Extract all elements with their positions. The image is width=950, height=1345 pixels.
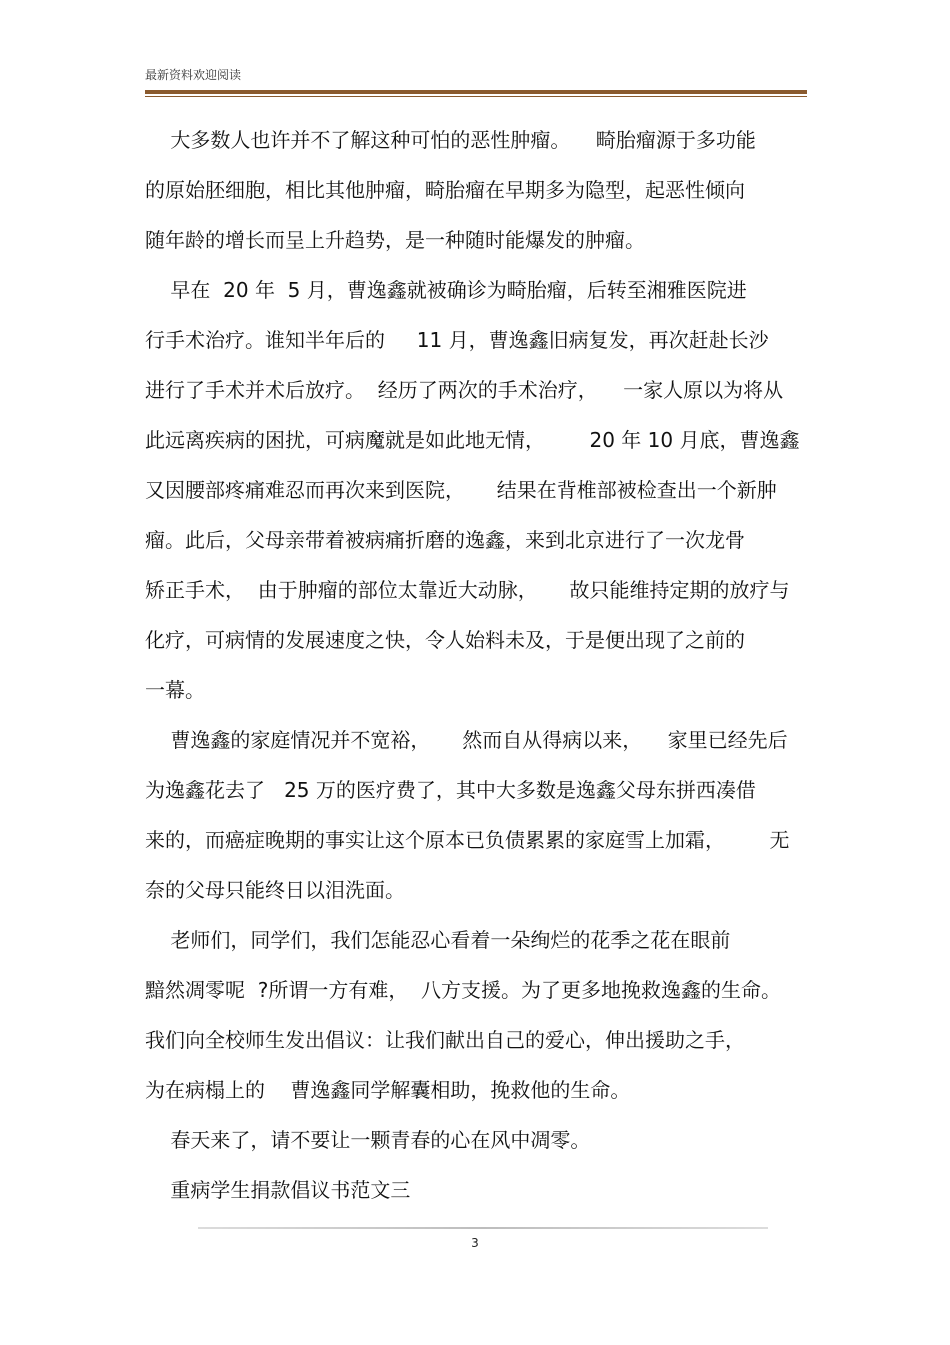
text-line: 黯然凋零呢 ?所谓一方有难， 八方支援。为了更多地挽救逸鑫的生命。 — [145, 978, 782, 1002]
text-line: 曹逸鑫的家庭情况并不宽裕， 然而自从得病以来， 家里已经先后 — [145, 728, 788, 752]
text-line: 为逸鑫花去了 25 万的医疗费了，其中大多数是逸鑫父母东拼西凑借 — [145, 778, 756, 802]
text-line: 为在病榻上的 曹逸鑫同学解囊相助，挽救他的生命。 — [145, 1078, 631, 1102]
text-line: 此远离疾病的困扰，可病魔就是如此地无情， 20 年 10 月底，曹逸鑫 — [145, 428, 800, 452]
text-line: 的原始胚细胞，相比其他肿瘤，畸胎瘤在早期多为隐型，起恶性倾向 — [145, 178, 745, 202]
text-line: 大多数人也许并不了解这种可怕的恶性肿瘤。 畸胎瘤源于多功能 — [145, 128, 756, 152]
text-line: 化疗，可病情的发展速度之快，令人始料未及，于是便出现了之前的 — [145, 628, 745, 652]
text-line: 来的，而癌症晚期的事实让这个原本已负债累累的家庭雪上加霜， 无 — [145, 828, 790, 852]
footer-rule — [198, 1227, 768, 1229]
header-rule-thin — [145, 96, 807, 97]
text-line: 随年龄的增长而呈上升趋势，是一种随时能爆发的肿瘤。 — [145, 228, 645, 252]
text-line: 瘤。此后，父母亲带着被病痛折磨的逸鑫，来到北京进行了一次龙骨 — [145, 528, 745, 552]
text-line: 矫正手术， 由于肿瘤的部位太靠近大动脉， 故只能维持定期的放疗与 — [145, 578, 790, 602]
text-line: 重病学生捐款倡议书范文三 — [145, 1178, 411, 1202]
text-line: 行手术治疗。谁知半年后的 11 月，曹逸鑫旧病复发，再次赶赴长沙 — [145, 328, 769, 352]
text-line: 又因腰部疼痛难忍而再次来到医院， 结果在背椎部被检查出一个新肿 — [145, 478, 777, 502]
text-line: 老师们，同学们，我们怎能忍心看着一朵绚烂的花季之花在眼前 — [145, 928, 731, 952]
page-number: 3 — [471, 1236, 479, 1250]
header-rule — [145, 90, 807, 94]
text-line: 奈的父母只能终日以泪洗面。 — [145, 878, 405, 902]
text-line: 春天来了，请不要让一颗青春的心在风中凋零。 — [145, 1128, 591, 1152]
text-line: 一幕。 — [145, 678, 205, 702]
text-line: 我们向全校师生发出倡议：让我们献出自己的爱心，伸出援助之手， — [145, 1028, 745, 1052]
header-text: 最新资料欢迎阅读 — [145, 68, 242, 82]
text-line: 早在 20 年 5 月，曹逸鑫就被确诊为畸胎瘤，后转至湘雅医院进 — [145, 278, 747, 302]
text-line: 进行了手术并术后放疗。 经历了两次的手术治疗， 一家人原以为将从 — [145, 378, 784, 402]
